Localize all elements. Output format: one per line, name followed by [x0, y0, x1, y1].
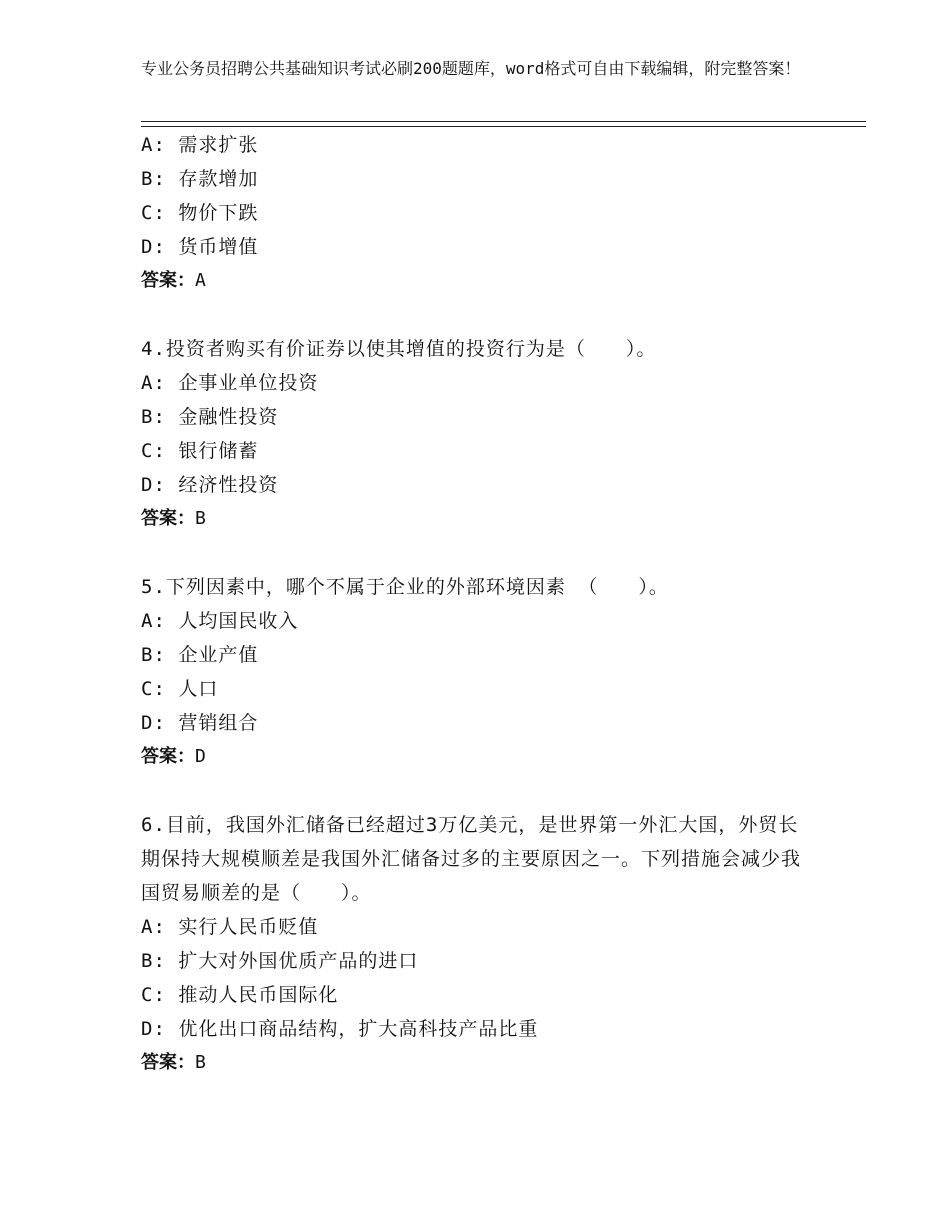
question-6: [141, 808, 841, 1080]
answer-value: A: [195, 270, 206, 291]
option-b: B: 扩大对外国优质产品的进口: [141, 950, 419, 972]
option-d: D: 经济性投资: [141, 474, 279, 496]
question-text: 5.下列因素中，哪个不属于企业的外部环境因素 （ ）。: [141, 576, 669, 598]
option-a: A: 企事业单位投资: [141, 372, 319, 394]
option-b: B: 企业产值: [141, 644, 259, 666]
header-title: 专业公务员招聘公共基础知识考试必刷200题题库，word格式可自由下载编辑，附完整答案！: [141, 59, 801, 78]
answer-value: B: [195, 508, 206, 529]
question-text: 6.目前，我国外汇储备已经超过3万亿美元，是世界第一外汇大国，外贸长期保持大规模顺差是我国外汇储备过多的主要原因之一。下列措施会减少我国贸易顺差的是（ ）。: [141, 814, 802, 904]
option-a: A: 需求扩张: [141, 134, 259, 156]
question-4: [141, 332, 841, 536]
question-5: [141, 570, 841, 774]
answer-value: B: [195, 1052, 206, 1073]
question-3-continued: [141, 128, 841, 298]
option-d: D: 优化出口商品结构，扩大高科技产品比重: [141, 1018, 539, 1040]
answer-line: 答案：B: [141, 508, 206, 529]
option-d: D: 货币增值: [141, 236, 259, 258]
option-a: A: 实行人民币贬值: [141, 916, 319, 938]
option-c: C: 人口: [141, 678, 219, 700]
option-c: C: 推动人民币国际化: [141, 984, 339, 1006]
option-c: C: 物价下跌: [141, 202, 259, 224]
answer-line: 答案：B: [141, 1052, 206, 1073]
option-b: B: 存款增加: [141, 168, 259, 190]
question-list: [141, 128, 841, 1080]
option-d: D: 营销组合: [141, 712, 259, 734]
question-text: 4.投资者购买有价证券以使其增值的投资行为是（ ）。: [141, 338, 657, 360]
answer-line: 答案：D: [141, 746, 206, 767]
answer-line: 答案：A: [141, 270, 206, 291]
header-divider: [141, 121, 866, 127]
option-b: B: 金融性投资: [141, 406, 279, 428]
answer-value: D: [195, 746, 206, 767]
document-header: [141, 58, 821, 80]
option-c: C: 银行储蓄: [141, 440, 259, 462]
option-a: A: 人均国民收入: [141, 610, 299, 632]
